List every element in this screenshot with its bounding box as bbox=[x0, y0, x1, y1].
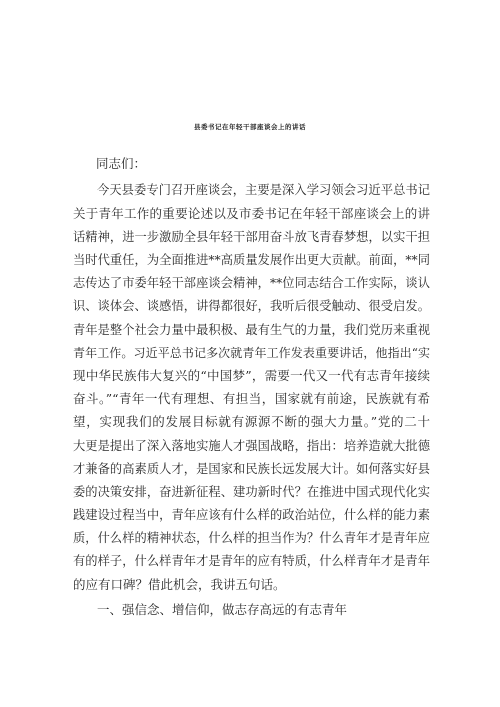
paragraph-line: 识、谈体会、谈感悟，讲得都很好，我听后很受触动、很受启发。 bbox=[73, 299, 430, 313]
paragraph-line: 委的决策安排，奋进新征程、建功新时代？在推进中国式现代化实 bbox=[73, 485, 430, 499]
paragraph-line: 青年是整个社会力量中最积极、最有生气的力量，我们党历来重视 bbox=[73, 323, 430, 337]
salutation: 同志们： bbox=[96, 156, 147, 171]
paragraph-line: 今天县委专门召开座谈会，主要是深入学习领会习近平总书记 bbox=[97, 183, 430, 197]
paragraph-line: 质，什么样的精神状态，什么样的担当作为？什么青年才是青年应 bbox=[73, 531, 430, 545]
paragraph-line: 青年工作。习近平总书记多次就青年工作发表重要讲话，他指出“实 bbox=[73, 346, 430, 360]
paragraph-line: 志传达了市委年轻干部座谈会精神，**位同志结合工作实际，谈认 bbox=[73, 276, 430, 290]
paragraph-line: 才兼备的高素质人才，是国家和民族长远发展大计。如何落实好县 bbox=[73, 462, 430, 476]
paragraph-line: 关于青年工作的重要论述以及市委书记在年轻干部座谈会上的讲 bbox=[73, 206, 430, 221]
paragraph-line: 望，实现我们的发展目标就有源源不断的强大力量。”党的二十 bbox=[73, 414, 430, 429]
paragraph-line: 话精神，进一步激励全县年轻干部用奋斗放飞青春梦想，以实干担 bbox=[73, 230, 430, 244]
section-heading: 一、强信念、增信仰，做志存高远的有志青年 bbox=[97, 602, 348, 617]
paragraph-line: 大更是提出了深入落地实施人才强国战略，指出：培养造就大批德 bbox=[73, 439, 430, 453]
paragraph-line: 奋斗。”“青年一代有理想、有担当，国家就有前途，民族就有希 bbox=[73, 391, 430, 406]
paragraph-line: 践建设过程当中，青年应该有什么样的政治站位，什么样的能力素 bbox=[73, 508, 430, 522]
paragraph-line: 有的样子，什么样青年才是青年的应有特质，什么样青年才是青年 bbox=[73, 554, 430, 568]
paragraph-line: 当时代重任，为全面推进**高质量发展作出更大贡献。前面，**同 bbox=[73, 253, 430, 267]
paragraph-line: 的应有口碑？借此机会，我讲五句话。 bbox=[73, 577, 286, 592]
paragraph-line: 现中华民族伟大复兴的“中国梦”，需要一代又一代有志青年接续 bbox=[73, 368, 430, 383]
document-title: 县委书记在年轻干部座谈会上的讲话 bbox=[194, 123, 306, 131]
